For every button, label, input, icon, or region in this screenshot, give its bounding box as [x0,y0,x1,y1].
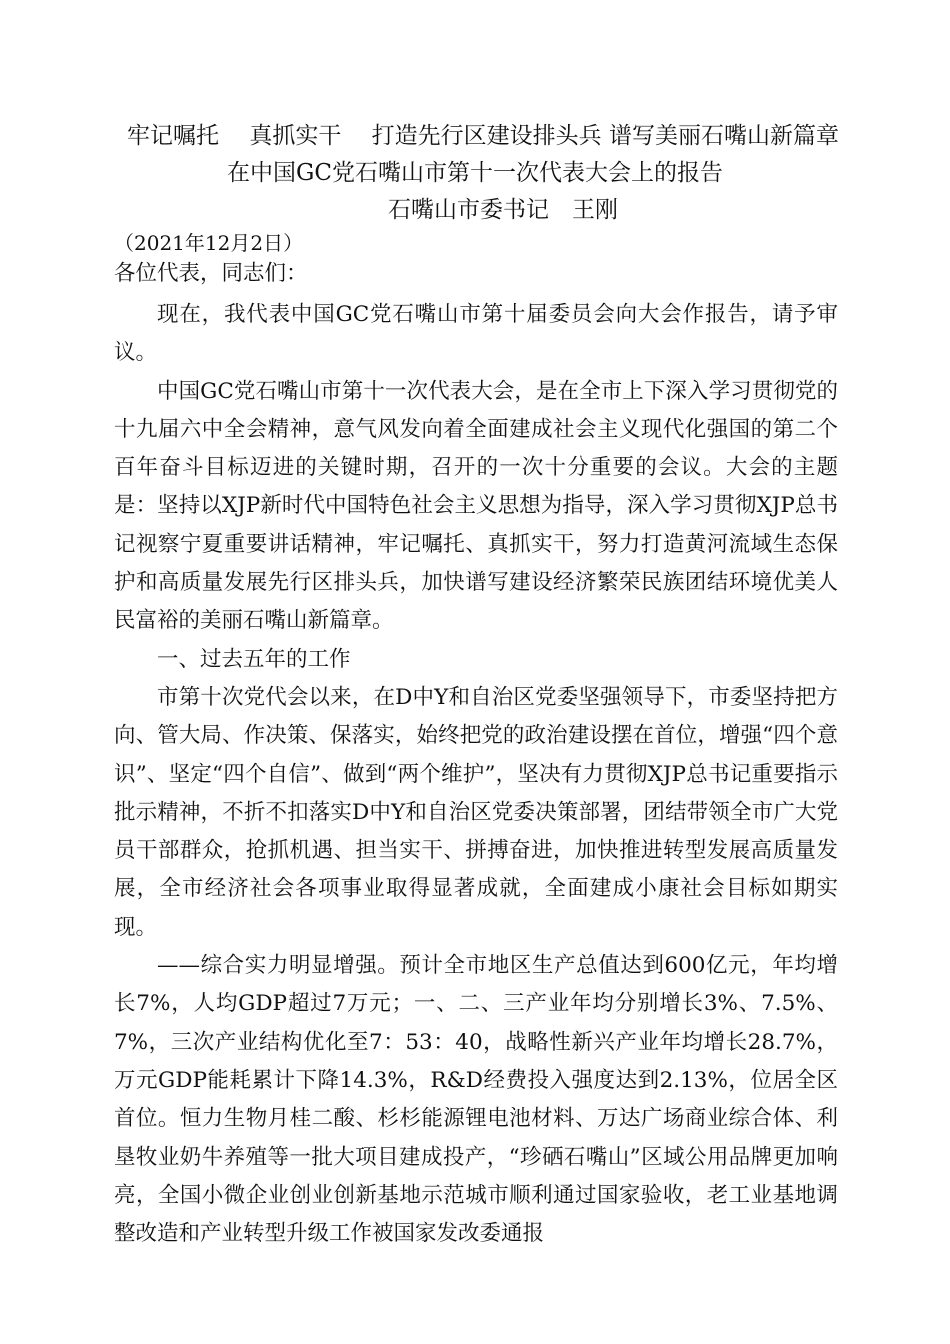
section-heading: 一、过去五年的工作 [157,646,351,672]
paragraph: ——综合实力明显增强。预计全市地区生产总值达到600亿元，年均增长7%，人均GDP超过7万元；一、二、三产业年均分别增长3%、7.5%、7%，三次产业结构优化至7：53：40，战略性新兴产业年均增长28.7%，万元GDP能耗累计下降14.3%，R&D经费投入强度达到2.13%，位居全区首位。恒力生物月桂二酸、杉杉能源锂电池材料、万达广场商业综合体、利垦牧业奶牛养殖等一批大项目建成投产，“珍硒石嘴山”区域公用品牌更加响亮，全国小微企业创业创新基地示范城市顺利通过国家验收，老工业基地调整改造和产业转型升级工作被国家发改委通报 [114,953,838,1247]
report-date: （2021年12月2日） [114,231,304,255]
greeting: 各位代表，同志们： [114,261,308,286]
report-body [114,296,838,1253]
title-line-2: 在中国GC党石嘴山市第十一次代表大会上的报告 [227,160,723,186]
paragraph: 市第十次党代会以来，在D中Y和自治区党委坚强领导下，市委坚持把方向、管大局、作决策、保落实，始终把党的政治建设摆在首位，增强“四个意识”、坚定“四个自信”、做到“两个维护”，坚决有力贯彻XJP总书记重要指示批示精神，不折不扣落实D中Y和自治区党委决策部署，团结带领全市广大党员干部群众，抢抓机遇、担当实干、拼搏奋进，加快推进转型发展高质量发展，全市经济社会各项事业取得显著成就，全面建成小康社会目标如期实现。 [114,684,838,940]
paragraph: 中国GC党石嘴山市第十一次代表大会，是在全市上下深入学习贯彻党的十九届六中全会精神，意气风发向着全面建成社会主义现代化强国的第二个百年奋斗目标迈进的关键时期，召开的一次十分重要的会议。大会的主题是：坚持以XJP新时代中国特色社会主义思想为指导，深入学习贯彻XJP总书记视察宁夏重要讲话精神，牢记嘱托、真抓实干，努力打造黄河流域生态保护和高质量发展先行区排头兵，加快谱写建设经济繁荣民族团结环境优美人民富裕的美丽石嘴山新篇章。 [114,378,838,634]
paragraph: 现在，我代表中国GC党石嘴山市第十届委员会向大会作报告，请予审议。 [114,302,838,366]
author-line: 石嘴山市委书记 王刚 [388,197,618,223]
title-line-1: 牢记嘱托 真抓实干 打造先行区建设排头兵 谱写美丽石嘴山新篇章 [127,123,839,149]
